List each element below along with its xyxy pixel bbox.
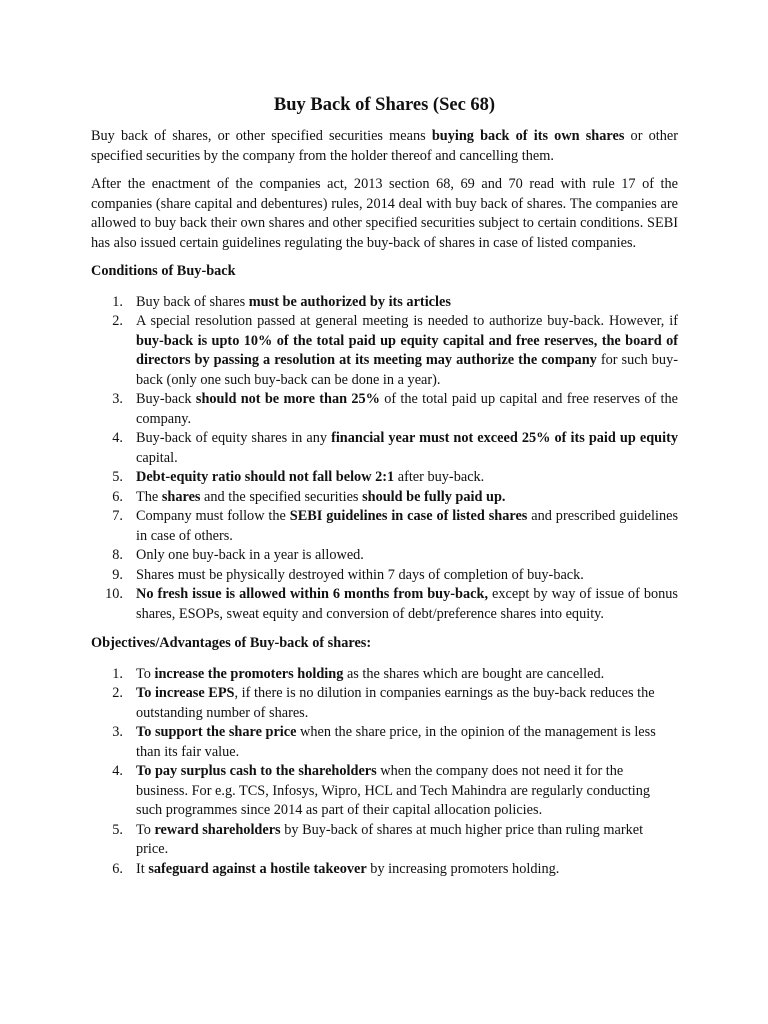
conditions-heading: Conditions of Buy-back <box>91 263 236 279</box>
objectives-list <box>91 665 678 880</box>
list-item: 9. Shares must be physically destroyed within 7 days of completion of buy-back. <box>112 566 584 583</box>
enactment-paragraph: After the enactment of the companies act, 2013 section 68, 69 and 70 read with rule 17 of the companies (share capital and debentures) rules, 2014 deal with buy back of shares. The companies are allowed to buy back their own shares and other specified securities subject to certain conditions. SEBI has also issued certain guidelines regulating the buy-back of shares in case of listed companies. <box>91 176 678 251</box>
list-item: 5. To reward shareholders by Buy-back of shares at much higher price than ruling market price. <box>112 821 644 857</box>
list-item: 8. Only one buy-back in a year is allowed. <box>112 547 364 563</box>
list-item: 1. Buy back of shares must be authorized by its articles <box>112 293 451 310</box>
page-title: Buy Back of Shares (Sec 68) <box>273 95 496 115</box>
list-item: 4. To pay surplus cash to the shareholders when the company does not need it for the business. For e.g. TCS, Infosys, Wipro, HCL and Tech Mahindra are regularly conducting such programmes since 2014 as part of their capital allocation policies. <box>112 763 651 818</box>
list-item: 10. No fresh issue is allowed within 6 months from buy-back, except by way of issue of bonus shares, ESOPs, sweat equity and conversion of debt/preference shares into equity. <box>105 586 678 622</box>
list-item: 5. Debt-equity ratio should not fall below 2:1 after buy-back. <box>112 469 485 485</box>
list-item: 4. Buy-back of equity shares in any financial year must not exceed 25% of its paid up equity capital. <box>112 430 678 466</box>
list-item: 3. Buy-back should not be more than 25% of the total paid up capital and free reserves of the company. <box>112 391 679 427</box>
objectives-heading: Objectives/Advantages of Buy-back of shares: <box>91 635 372 651</box>
list-item: 2. To increase EPS, if there is no dilution in companies earnings as the buy-back reduces the outstanding number of shares. <box>112 685 655 721</box>
list-item: 2. A special resolution passed at general meeting is needed to authorize buy-back. However, if buy-back is upto 10% of the total paid up equity capital and free reserves, the board of directors by passing a resolution at its meeting may authorize the company for such buy-back (only one such buy-back can be done in a year). <box>112 313 678 388</box>
list-item: 1. To increase the promoters holding as the shares which are bought are cancelled. <box>112 665 605 682</box>
list-item: 7. Company must follow the SEBI guidelines in case of listed shares and prescribed guidelines in case of others. <box>112 508 679 544</box>
list-item: 3. To support the share price when the share price, in the opinion of the management is less than its fair value. <box>112 724 656 760</box>
intro-paragraph: Buy back of shares, or other specified securities means buying back of its own shares or other specified securities by the company from the holder thereof and cancelling them. <box>91 128 678 164</box>
conditions-list <box>91 293 678 625</box>
list-item: 6. It safeguard against a hostile takeover by increasing promoters holding. <box>112 860 560 877</box>
list-item: 6. The shares and the specified securities should be fully paid up. <box>112 488 506 505</box>
document-body <box>91 92 678 889</box>
